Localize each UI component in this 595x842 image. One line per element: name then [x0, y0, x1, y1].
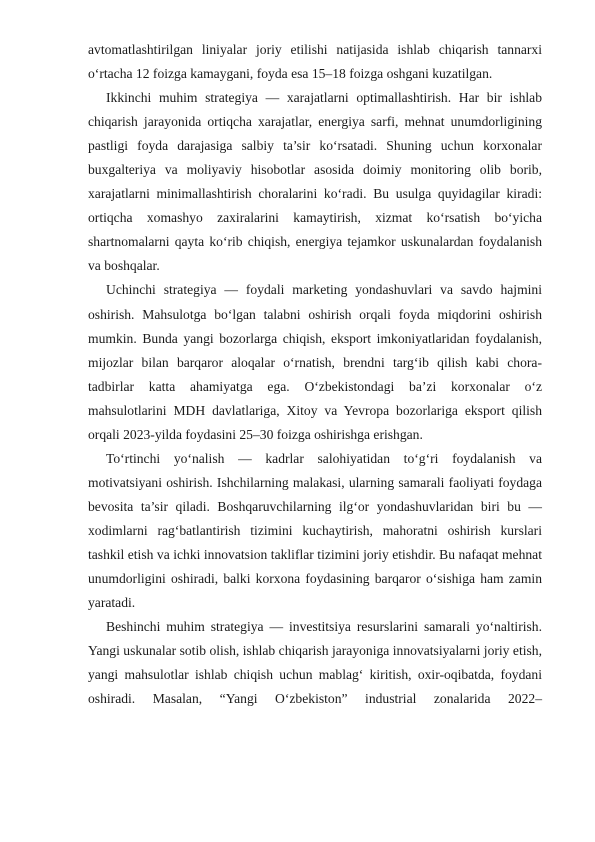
- paragraph-cost-optimization: Ikkinchi muhim strategiya — xarajatlarni optimallashtirish. Har bir ishlab chiqarish jarayonida ortiqcha xarajatlar, energiya sarfi, mehnat unumdorligining pastligi foyda darajasiga salbiy ta’sir ko‘rsatadi. Shuning uchun korxonalar buxgalteriya va moliyaviy hisobotlar asosida doimiy monitoring olib borib, xarajatlarni minimallashtirish choralarini ko‘radi. Bu usulga quyidagilar kiradi: ortiqcha xomashyo zaxiralarini kamaytirish, xizmat ko‘rsatish bo‘yicha shartnomalarni qayta ko‘rib chiqish, energiya tejamkor uskunalardan foydalanish va boshqalar.: [88, 90, 542, 274]
- paragraph-personnel: To‘rtinchi yo‘nalish — kadrlar salohiyatidan to‘g‘ri foydalanish va motivatsiyani oshirish. Ishchilarning malakasi, ularning samarali faoliyati foydaga bevosita ta’sir qiladi. Boshqaruvchilarning ilg‘or yondashuvlaridan biri bu — xodimlarni rag‘batlantirish tizimini kuchaytirish, mahoratni oshirish kurslari tashkil etish va ichki innovatsion takliflar tizimini joriy etishdir. Bu nafaqat mehnat unumdorligini oshiradi, balki korxona foydasining barqaror o‘sishiga ham zamin yaratadi.: [88, 450, 542, 611]
- paragraph-marketing: Uchinchi strategiya — foydali marketing yondashuvlari va savdo hajmini oshirish. Mahsulotga bo‘lgan talabni oshirish orqali foyda miqdorini oshirish mumkin. Bunda yangi bozorlarga chiqish, eksport imkoniyatlaridan foydalanish, mijozlar bilan barqaror aloqalar o‘rnatish, brendni targ‘ib qilish kabi chora-tadbirlar katta ahamiyatga ega. O‘zbekistondagi ba’zi korxonalar o‘z mahsulotlarini MDH davlatlariga, Xitoy va Yevropa bozorlariga eksport qilish orqali 2023-yilda foydasini 25–30 foizga oshirishga erishgan.: [88, 282, 542, 442]
- paragraph-continuation: avtomatlashtirilgan liniyalar joriy etilishi natijasida ishlab chiqarish tannarxi o‘rtacha 12 foizga kamaygani, foyda esa 15–18 foizga oshgani kuzatilgan.: [88, 42, 542, 82]
- document-page: [88, 38, 542, 711]
- paragraph-investment: Beshinchi muhim strategiya — investitsiya resurslarini samarali yo‘naltirish. Yangi uskunalar sotib olish, ishlab chiqarish jarayoniga innovatsiyalarni joriy etish, yangi mahsulotlar ishlab chiqish uchun mablag‘ kiritish, oxir-oqibatda, foydani oshiradi. Masalan, “Yangi O‘zbekiston” industrial zonalarida 2022–: [88, 619, 542, 707]
